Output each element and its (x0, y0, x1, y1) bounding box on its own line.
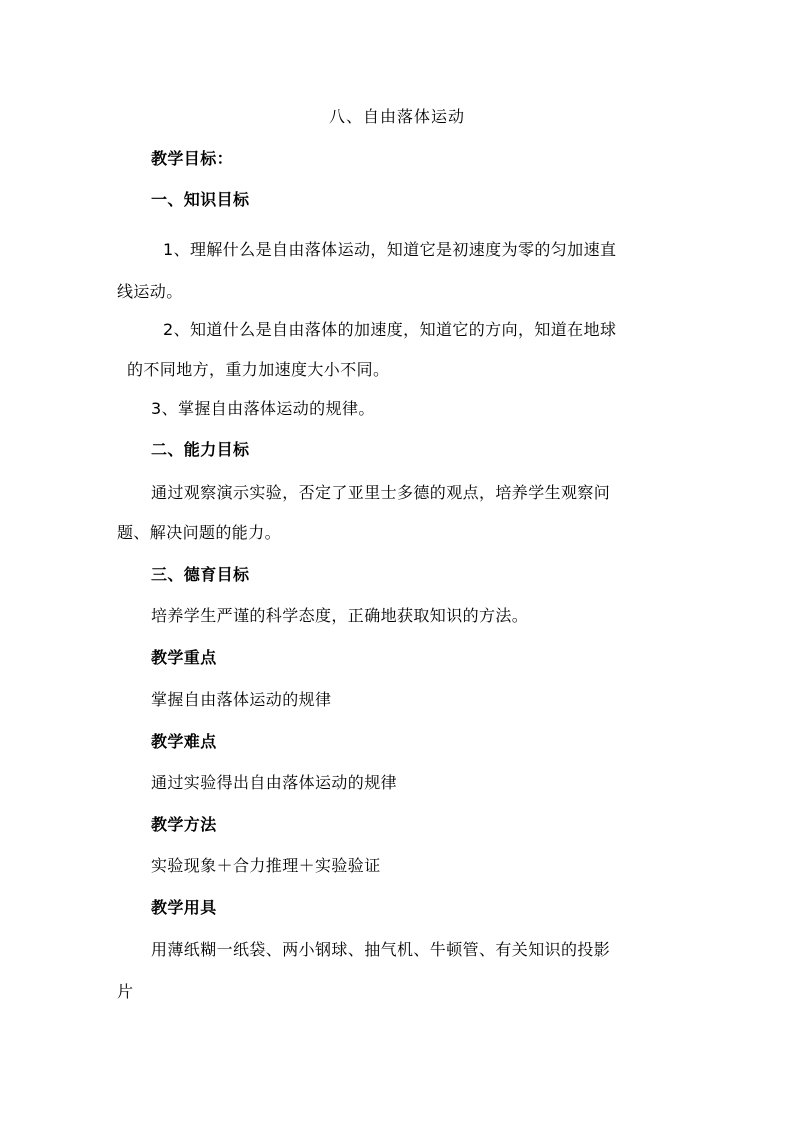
tools-line-2: 片 (117, 982, 134, 1001)
tools-heading: 教学用具 (151, 898, 217, 917)
difficulty-text: 通过实验得出自由落体运动的规律 (151, 773, 398, 792)
ability-heading: 二、能力目标 (151, 440, 250, 459)
knowledge-item-1-line-2: 线运动。 (117, 282, 183, 301)
objectives-heading: 教学目标： (151, 149, 234, 168)
moral-heading: 三、德育目标 (151, 565, 250, 584)
knowledge-item-2-line-2: 的不同地方，重力加速度大小不同。 (127, 360, 390, 379)
key-point-heading: 教学重点 (151, 648, 217, 667)
knowledge-item-2-line-1: 2、知道什么是自由落体的加速度，知道它的方向，知道在地球 (163, 320, 617, 339)
method-text: 实验现象＋合力推理＋实验验证 (151, 856, 381, 875)
ability-line-2: 题、解决问题的能力。 (117, 523, 282, 542)
ability-line-1: 通过观察演示实验，否定了亚里士多德的观点，培养学生观察问 (151, 483, 611, 502)
difficulty-heading: 教学难点 (151, 732, 217, 751)
page-title: 八、自由落体运动 (328, 107, 465, 126)
moral-line-1: 培养学生严谨的科学态度，正确地获取知识的方法。 (151, 606, 529, 625)
method-heading: 教学方法 (151, 815, 217, 834)
tools-line-1: 用薄纸糊一纸袋、两小钢球、抽气机、牛顿管、有关知识的投影 (151, 940, 611, 959)
knowledge-item-3: 3、掌握自由落体运动的规律。 (151, 399, 375, 418)
key-point-text: 掌握自由落体运动的规律 (151, 690, 332, 709)
knowledge-item-1-line-1: 1、理解什么是自由落体运动，知道它是初速度为零的匀加速直 (163, 240, 617, 259)
knowledge-heading: 一、知识目标 (151, 190, 250, 209)
